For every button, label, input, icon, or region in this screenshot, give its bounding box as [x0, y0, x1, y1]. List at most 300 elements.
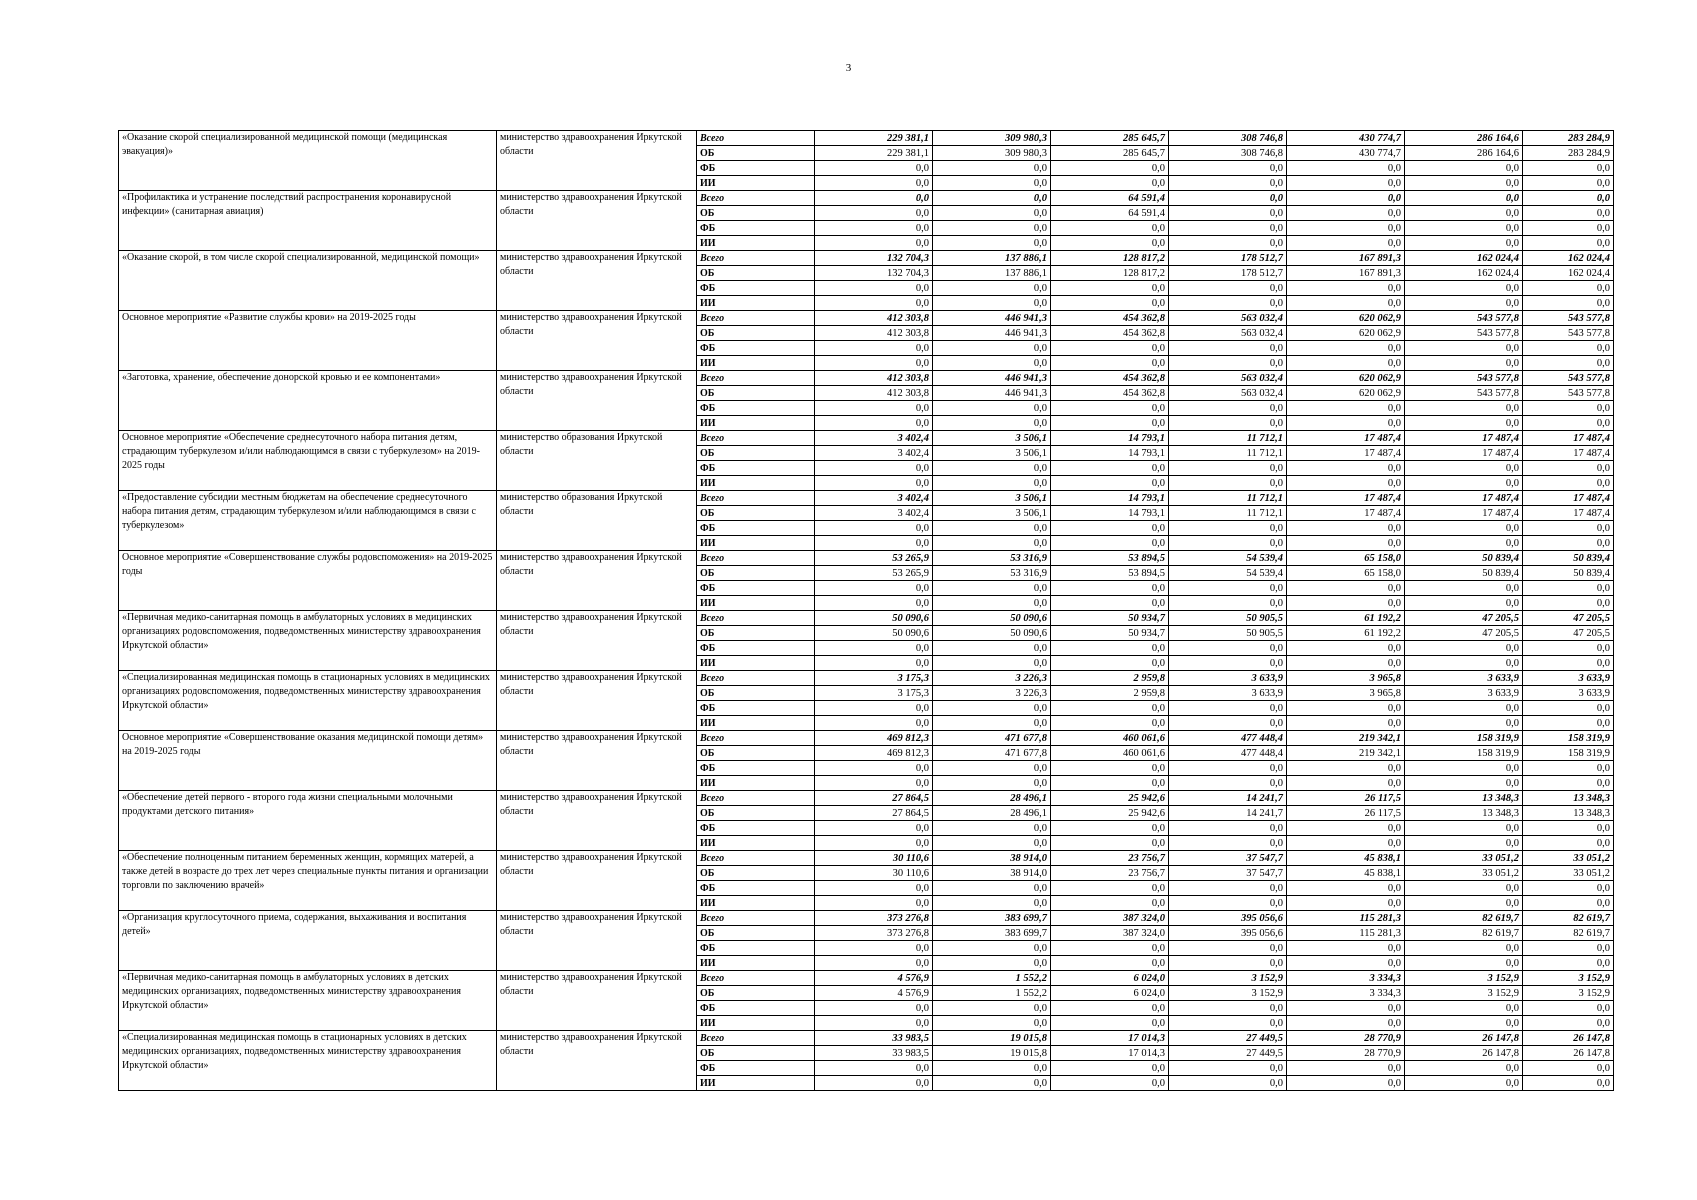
amount-cell: 0,0: [1523, 296, 1614, 311]
measure-name-cell: «Обеспечение полноценным питанием беременных женщин, кормящих матерей, а также детей в возрасте до трех лет через специальные пункты питания и организации торговли по заключению врачей»: [119, 851, 497, 911]
amount-cell: 50 905,5: [1169, 626, 1287, 641]
amount-cell: 50 934,7: [1051, 626, 1169, 641]
amount-cell: 0,0: [815, 281, 933, 296]
amount-cell: 3 506,1: [933, 431, 1051, 446]
amount-cell: 137 886,1: [933, 266, 1051, 281]
amount-cell: 0,0: [1287, 941, 1405, 956]
amount-cell: 543 577,8: [1405, 386, 1523, 401]
amount-cell: 3 152,9: [1405, 971, 1523, 986]
amount-cell: 0,0: [815, 1001, 933, 1016]
amount-cell: 17 487,4: [1287, 431, 1405, 446]
amount-cell: 0,0: [1169, 206, 1287, 221]
amount-cell: 3 334,3: [1287, 971, 1405, 986]
amount-cell: 0,0: [1169, 416, 1287, 431]
funding-source-cell: ОБ: [697, 686, 815, 701]
executor-cell: министерство здравоохранения Иркутской области: [497, 611, 697, 671]
measure-name-cell: Основное мероприятие «Совершенствование службы родовспоможения» на 2019-2025 годы: [119, 551, 497, 611]
amount-cell: 3 633,9: [1523, 671, 1614, 686]
amount-cell: 0,0: [933, 776, 1051, 791]
amount-cell: 0,0: [1523, 701, 1614, 716]
amount-cell: 0,0: [1287, 296, 1405, 311]
amount-cell: 30 110,6: [815, 851, 933, 866]
measure-name-cell: «Профилактика и устранение последствий распространения коронавирусной инфекции» (санитарная авиация): [119, 191, 497, 251]
amount-cell: 229 381,1: [815, 131, 933, 146]
amount-cell: 0,0: [1287, 536, 1405, 551]
amount-cell: 0,0: [1405, 206, 1523, 221]
amount-cell: 0,0: [1169, 581, 1287, 596]
executor-cell: министерство здравоохранения Иркутской области: [497, 791, 697, 851]
amount-cell: 3 152,9: [1523, 971, 1614, 986]
amount-cell: 0,0: [1523, 1076, 1614, 1091]
amount-cell: 158 319,9: [1405, 746, 1523, 761]
funding-source-cell: ИИ: [697, 836, 815, 851]
funding-source-cell: ИИ: [697, 1016, 815, 1031]
amount-cell: 0,0: [1051, 641, 1169, 656]
amount-cell: 162 024,4: [1523, 251, 1614, 266]
amount-cell: 0,0: [933, 176, 1051, 191]
amount-cell: 53 265,9: [815, 566, 933, 581]
amount-cell: 0,0: [1405, 341, 1523, 356]
amount-cell: 26 147,8: [1405, 1046, 1523, 1061]
amount-cell: 0,0: [933, 956, 1051, 971]
amount-cell: 13 348,3: [1405, 791, 1523, 806]
amount-cell: 11 712,1: [1169, 506, 1287, 521]
amount-cell: 0,0: [1169, 1076, 1287, 1091]
amount-cell: 0,0: [1523, 596, 1614, 611]
amount-cell: 373 276,8: [815, 926, 933, 941]
amount-cell: 0,0: [815, 476, 933, 491]
funding-source-cell: ОБ: [697, 806, 815, 821]
amount-cell: 0,0: [1051, 821, 1169, 836]
funding-source-cell: ИИ: [697, 716, 815, 731]
amount-cell: 3 152,9: [1169, 971, 1287, 986]
amount-cell: 0,0: [1405, 716, 1523, 731]
amount-cell: 3 402,4: [815, 431, 933, 446]
amount-cell: 38 914,0: [933, 851, 1051, 866]
amount-cell: 11 712,1: [1169, 491, 1287, 506]
amount-cell: 0,0: [1405, 656, 1523, 671]
amount-cell: 37 547,7: [1169, 851, 1287, 866]
amount-cell: 19 015,8: [933, 1046, 1051, 1061]
amount-cell: 0,0: [1169, 956, 1287, 971]
amount-cell: 33 051,2: [1405, 851, 1523, 866]
page-number: 3: [845, 62, 852, 74]
amount-cell: 17 487,4: [1287, 506, 1405, 521]
amount-cell: 6 024,0: [1051, 986, 1169, 1001]
funding-source-cell: Всего: [697, 731, 815, 746]
amount-cell: 0,0: [1405, 296, 1523, 311]
amount-cell: 0,0: [1051, 401, 1169, 416]
measure-name-cell: Основное мероприятие «Обеспечение среднесуточного набора питания детям, страдающим туберкулезом и/или наблюдающимся в связи с туберкулезом» на 2019-2025 годы: [119, 431, 497, 491]
amount-cell: 17 487,4: [1405, 491, 1523, 506]
funding-source-cell: ФБ: [697, 881, 815, 896]
amount-cell: 0,0: [1523, 1016, 1614, 1031]
amount-cell: 3 402,4: [815, 446, 933, 461]
amount-cell: 50 090,6: [815, 626, 933, 641]
amount-cell: 0,0: [933, 281, 1051, 296]
amount-cell: 563 032,4: [1169, 326, 1287, 341]
amount-cell: 0,0: [1405, 1076, 1523, 1091]
amount-cell: 0,0: [1169, 641, 1287, 656]
amount-cell: 0,0: [1169, 476, 1287, 491]
amount-cell: 0,0: [815, 191, 933, 206]
amount-cell: 115 281,3: [1287, 926, 1405, 941]
amount-cell: 0,0: [1169, 1001, 1287, 1016]
amount-cell: 14 793,1: [1051, 446, 1169, 461]
amount-cell: 620 062,9: [1287, 371, 1405, 386]
amount-cell: 0,0: [933, 461, 1051, 476]
amount-cell: 0,0: [1523, 191, 1614, 206]
amount-cell: 0,0: [1405, 581, 1523, 596]
amount-cell: 285 645,7: [1051, 146, 1169, 161]
funding-source-cell: Всего: [697, 371, 815, 386]
funding-source-cell: ИИ: [697, 956, 815, 971]
amount-cell: 50 090,6: [815, 611, 933, 626]
amount-cell: 0,0: [933, 581, 1051, 596]
executor-cell: министерство здравоохранения Иркутской области: [497, 1031, 697, 1091]
measure-name-cell: «Предоставление субсидии местным бюджетам на обеспечение среднесуточного набора питания детям, страдающим туберкулезом и/или наблюдающимся в связи с туберкулезом»: [119, 491, 497, 551]
amount-cell: 0,0: [1169, 281, 1287, 296]
funding-source-cell: ИИ: [697, 476, 815, 491]
measure-name-cell: «Оказание скорой специализированной медицинской помощи (медицинская эвакуация)»: [119, 131, 497, 191]
amount-cell: 33 983,5: [815, 1046, 933, 1061]
amount-cell: 0,0: [933, 836, 1051, 851]
amount-cell: 0,0: [815, 521, 933, 536]
measure-name-cell: Основное мероприятие «Совершенствование оказания медицинской помощи детям» на 2019-2025 годы: [119, 731, 497, 791]
amount-cell: 0,0: [1051, 836, 1169, 851]
amount-cell: 0,0: [815, 536, 933, 551]
amount-cell: 0,0: [933, 1076, 1051, 1091]
amount-cell: 0,0: [1287, 956, 1405, 971]
table-row-total: [119, 311, 1614, 326]
amount-cell: 54 539,4: [1169, 566, 1287, 581]
amount-cell: 0,0: [1169, 836, 1287, 851]
amount-cell: 0,0: [1287, 161, 1405, 176]
amount-cell: 3 633,9: [1405, 671, 1523, 686]
amount-cell: 469 812,3: [815, 731, 933, 746]
amount-cell: 0,0: [1169, 221, 1287, 236]
amount-cell: 0,0: [1051, 761, 1169, 776]
executor-cell: министерство образования Иркутской области: [497, 431, 697, 491]
measure-name-cell: «Специализированная медицинская помощь в стационарных условиях в детских медицинских организациях, подведомственных министерству здравоохранения Иркутской области»: [119, 1031, 497, 1091]
amount-cell: 0,0: [1051, 356, 1169, 371]
amount-cell: 412 303,8: [815, 386, 933, 401]
funding-source-cell: Всего: [697, 791, 815, 806]
amount-cell: 14 793,1: [1051, 431, 1169, 446]
amount-cell: 162 024,4: [1523, 266, 1614, 281]
executor-cell: министерство здравоохранения Иркутской области: [497, 851, 697, 911]
amount-cell: 3 506,1: [933, 506, 1051, 521]
amount-cell: 11 712,1: [1169, 431, 1287, 446]
amount-cell: 0,0: [815, 221, 933, 236]
amount-cell: 0,0: [1405, 476, 1523, 491]
amount-cell: 0,0: [1051, 221, 1169, 236]
funding-source-cell: ОБ: [697, 626, 815, 641]
amount-cell: 0,0: [1523, 206, 1614, 221]
amount-cell: 0,0: [1405, 176, 1523, 191]
amount-cell: 53 316,9: [933, 551, 1051, 566]
amount-cell: 0,0: [1405, 401, 1523, 416]
amount-cell: 0,0: [1405, 221, 1523, 236]
amount-cell: 3 226,3: [933, 686, 1051, 701]
funding-source-cell: ФБ: [697, 281, 815, 296]
amount-cell: 285 645,7: [1051, 131, 1169, 146]
funding-source-cell: ОБ: [697, 986, 815, 1001]
funding-source-cell: ОБ: [697, 1046, 815, 1061]
funding-source-cell: ФБ: [697, 1001, 815, 1016]
amount-cell: 158 319,9: [1523, 746, 1614, 761]
amount-cell: 0,0: [933, 356, 1051, 371]
amount-cell: 64 591,4: [1051, 206, 1169, 221]
funding-source-cell: ОБ: [697, 446, 815, 461]
amount-cell: 53 894,5: [1051, 566, 1169, 581]
amount-cell: 0,0: [1523, 221, 1614, 236]
funding-source-cell: Всего: [697, 971, 815, 986]
amount-cell: 0,0: [1169, 761, 1287, 776]
amount-cell: 27 449,5: [1169, 1046, 1287, 1061]
amount-cell: 19 015,8: [933, 1031, 1051, 1046]
amount-cell: 0,0: [1051, 1001, 1169, 1016]
amount-cell: 17 487,4: [1523, 491, 1614, 506]
amount-cell: 0,0: [1051, 656, 1169, 671]
amount-cell: 283 284,9: [1523, 146, 1614, 161]
amount-cell: 387 324,0: [1051, 911, 1169, 926]
amount-cell: 17 487,4: [1523, 431, 1614, 446]
executor-cell: министерство образования Иркутской области: [497, 491, 697, 551]
amount-cell: 0,0: [1051, 476, 1169, 491]
funding-source-cell: ФБ: [697, 821, 815, 836]
amount-cell: 0,0: [1287, 581, 1405, 596]
table-row-total: [119, 851, 1614, 866]
funding-source-cell: ОБ: [697, 926, 815, 941]
amount-cell: 543 577,8: [1405, 326, 1523, 341]
amount-cell: 0,0: [1523, 356, 1614, 371]
amount-cell: 446 941,3: [933, 371, 1051, 386]
table-row-total: [119, 191, 1614, 206]
amount-cell: 6 024,0: [1051, 971, 1169, 986]
amount-cell: 0,0: [1051, 896, 1169, 911]
funding-source-cell: ИИ: [697, 296, 815, 311]
amount-cell: 178 512,7: [1169, 251, 1287, 266]
amount-cell: 0,0: [933, 296, 1051, 311]
amount-cell: 0,0: [933, 476, 1051, 491]
amount-cell: 115 281,3: [1287, 911, 1405, 926]
amount-cell: 0,0: [1051, 941, 1169, 956]
amount-cell: 3 633,9: [1405, 686, 1523, 701]
amount-cell: 0,0: [1523, 521, 1614, 536]
amount-cell: 162 024,4: [1405, 266, 1523, 281]
funding-source-cell: ФБ: [697, 341, 815, 356]
amount-cell: 128 817,2: [1051, 251, 1169, 266]
amount-cell: 430 774,7: [1287, 146, 1405, 161]
amount-cell: 50 839,4: [1405, 566, 1523, 581]
executor-cell: министерство здравоохранения Иркутской области: [497, 371, 697, 431]
amount-cell: 3 152,9: [1169, 986, 1287, 1001]
amount-cell: 50 934,7: [1051, 611, 1169, 626]
amount-cell: 454 362,8: [1051, 311, 1169, 326]
amount-cell: 0,0: [1051, 281, 1169, 296]
amount-cell: 454 362,8: [1051, 326, 1169, 341]
amount-cell: 219 342,1: [1287, 731, 1405, 746]
budget-table-container: [118, 130, 1614, 1091]
amount-cell: 0,0: [1523, 461, 1614, 476]
amount-cell: 28 770,9: [1287, 1046, 1405, 1061]
amount-cell: 0,0: [1051, 341, 1169, 356]
executor-cell: министерство здравоохранения Иркутской области: [497, 311, 697, 371]
table-row-total: [119, 731, 1614, 746]
amount-cell: 0,0: [815, 701, 933, 716]
amount-cell: 454 362,8: [1051, 386, 1169, 401]
amount-cell: 3 965,8: [1287, 686, 1405, 701]
funding-source-cell: ИИ: [697, 236, 815, 251]
measure-name-cell: «Организация круглосуточного приема, содержания, выхаживания и воспитания детей»: [119, 911, 497, 971]
amount-cell: 0,0: [1523, 476, 1614, 491]
funding-source-cell: Всего: [697, 251, 815, 266]
amount-cell: 65 158,0: [1287, 566, 1405, 581]
amount-cell: 82 619,7: [1523, 926, 1614, 941]
amount-cell: 4 576,9: [815, 971, 933, 986]
amount-cell: 13 348,3: [1405, 806, 1523, 821]
amount-cell: 0,0: [933, 191, 1051, 206]
amount-cell: 3 402,4: [815, 506, 933, 521]
funding-source-cell: ИИ: [697, 176, 815, 191]
amount-cell: 0,0: [1523, 956, 1614, 971]
funding-source-cell: ФБ: [697, 521, 815, 536]
amount-cell: 33 983,5: [815, 1031, 933, 1046]
amount-cell: 0,0: [815, 896, 933, 911]
amount-cell: 0,0: [1523, 536, 1614, 551]
amount-cell: 0,0: [815, 821, 933, 836]
amount-cell: 0,0: [933, 821, 1051, 836]
funding-source-cell: ОБ: [697, 386, 815, 401]
amount-cell: 430 774,7: [1287, 131, 1405, 146]
amount-cell: 0,0: [1523, 281, 1614, 296]
amount-cell: 471 677,8: [933, 731, 1051, 746]
amount-cell: 0,0: [815, 176, 933, 191]
amount-cell: 543 577,8: [1405, 371, 1523, 386]
amount-cell: 0,0: [1051, 236, 1169, 251]
amount-cell: 2 959,8: [1051, 671, 1169, 686]
amount-cell: 47 205,5: [1405, 626, 1523, 641]
amount-cell: 0,0: [1287, 881, 1405, 896]
amount-cell: 0,0: [1287, 356, 1405, 371]
amount-cell: 0,0: [1405, 1001, 1523, 1016]
amount-cell: 0,0: [1169, 1016, 1287, 1031]
amount-cell: 0,0: [933, 161, 1051, 176]
amount-cell: 0,0: [1287, 521, 1405, 536]
funding-source-cell: ФБ: [697, 161, 815, 176]
amount-cell: 33 051,2: [1523, 866, 1614, 881]
amount-cell: 0,0: [933, 641, 1051, 656]
amount-cell: 308 746,8: [1169, 131, 1287, 146]
funding-source-cell: Всего: [697, 911, 815, 926]
funding-source-cell: ИИ: [697, 416, 815, 431]
executor-cell: министерство здравоохранения Иркутской области: [497, 191, 697, 251]
amount-cell: 283 284,9: [1523, 131, 1614, 146]
amount-cell: 26 117,5: [1287, 806, 1405, 821]
amount-cell: 17 487,4: [1287, 491, 1405, 506]
measure-name-cell: «Первичная медико-санитарная помощь в амбулаторных условиях в медицинских организациях родовспоможения, подведомственных министерству здравоохранения Иркутской области»: [119, 611, 497, 671]
amount-cell: 64 591,4: [1051, 191, 1169, 206]
amount-cell: 0,0: [1287, 1001, 1405, 1016]
amount-cell: 0,0: [1169, 701, 1287, 716]
amount-cell: 0,0: [1523, 776, 1614, 791]
amount-cell: 0,0: [1523, 416, 1614, 431]
amount-cell: 0,0: [815, 401, 933, 416]
amount-cell: 0,0: [1169, 236, 1287, 251]
amount-cell: 0,0: [1287, 401, 1405, 416]
funding-source-cell: ОБ: [697, 326, 815, 341]
amount-cell: 50 090,6: [933, 626, 1051, 641]
amount-cell: 0,0: [933, 761, 1051, 776]
amount-cell: 0,0: [1287, 656, 1405, 671]
amount-cell: 50 905,5: [1169, 611, 1287, 626]
amount-cell: 0,0: [1287, 821, 1405, 836]
amount-cell: 0,0: [933, 221, 1051, 236]
executor-cell: министерство здравоохранения Иркутской области: [497, 671, 697, 731]
amount-cell: 0,0: [1405, 821, 1523, 836]
amount-cell: 412 303,8: [815, 311, 933, 326]
amount-cell: 45 838,1: [1287, 851, 1405, 866]
amount-cell: 563 032,4: [1169, 386, 1287, 401]
amount-cell: 383 699,7: [933, 926, 1051, 941]
amount-cell: 0,0: [1287, 476, 1405, 491]
amount-cell: 0,0: [1051, 161, 1169, 176]
table-row-total: [119, 491, 1614, 506]
amount-cell: 0,0: [1287, 761, 1405, 776]
funding-source-cell: ФБ: [697, 761, 815, 776]
amount-cell: 0,0: [1287, 236, 1405, 251]
amount-cell: 286 164,6: [1405, 131, 1523, 146]
amount-cell: 0,0: [1523, 641, 1614, 656]
amount-cell: 0,0: [1405, 761, 1523, 776]
amount-cell: 0,0: [815, 1076, 933, 1091]
table-row-total: [119, 371, 1614, 386]
amount-cell: 0,0: [1405, 281, 1523, 296]
amount-cell: 158 319,9: [1405, 731, 1523, 746]
amount-cell: 47 205,5: [1523, 626, 1614, 641]
amount-cell: 23 756,7: [1051, 866, 1169, 881]
amount-cell: 0,0: [1287, 776, 1405, 791]
amount-cell: 0,0: [1405, 536, 1523, 551]
amount-cell: 0,0: [815, 206, 933, 221]
funding-source-cell: ИИ: [697, 896, 815, 911]
amount-cell: 308 746,8: [1169, 146, 1287, 161]
amount-cell: 0,0: [815, 1061, 933, 1076]
amount-cell: 3 152,9: [1405, 986, 1523, 1001]
amount-cell: 0,0: [1051, 536, 1169, 551]
amount-cell: 50 839,4: [1523, 551, 1614, 566]
funding-source-cell: ФБ: [697, 401, 815, 416]
amount-cell: 61 192,2: [1287, 626, 1405, 641]
amount-cell: 17 487,4: [1523, 446, 1614, 461]
amount-cell: 47 205,5: [1405, 611, 1523, 626]
amount-cell: 3 633,9: [1169, 686, 1287, 701]
amount-cell: 0,0: [933, 521, 1051, 536]
amount-cell: 0,0: [1405, 776, 1523, 791]
amount-cell: 0,0: [1169, 161, 1287, 176]
funding-source-cell: ОБ: [697, 746, 815, 761]
amount-cell: 543 577,8: [1523, 386, 1614, 401]
funding-source-cell: Всего: [697, 611, 815, 626]
amount-cell: 0,0: [815, 761, 933, 776]
amount-cell: 3 633,9: [1523, 686, 1614, 701]
amount-cell: 17 487,4: [1405, 506, 1523, 521]
amount-cell: 543 577,8: [1523, 371, 1614, 386]
amount-cell: 0,0: [1051, 521, 1169, 536]
amount-cell: 0,0: [1405, 956, 1523, 971]
amount-cell: 0,0: [1287, 641, 1405, 656]
